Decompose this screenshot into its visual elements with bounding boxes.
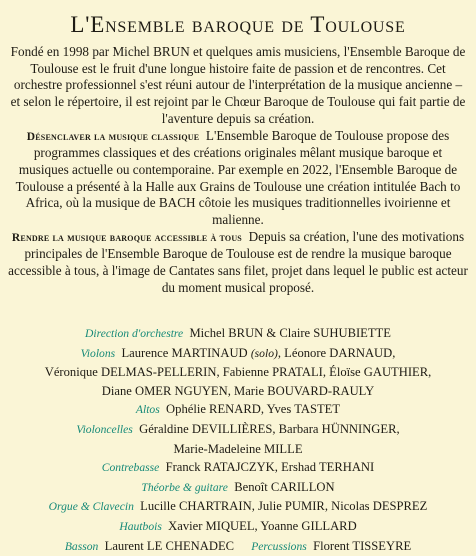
role-theorbe: Théorbe & guitare (141, 480, 228, 494)
names-violoncelles-1: Géraldine DEVILLIÈRES, Barbara HÜNNINGER, (139, 421, 400, 436)
violons-solo-note: (solo) (250, 346, 278, 360)
names-altos: Ophélie RENARD, Yves TASTET (166, 402, 341, 417)
role-violons: Violons (80, 346, 116, 360)
intro-paragraph-history: Fondé en 1998 par Michel BRUN et quelques amis musiciens, l'Ensemble Baroque de Toulouse est le fruit d'une longue histoire faite de passion et de rencontres. Cet orchestre professionnel s'est réuni autour de l'interprétation de la musique ancienne – et selon le répertoire, il est rejoint par le Chœur Baroque de Toulouse qui fait partie de l'aventure depuis sa création. (10, 44, 466, 126)
names-violoncelles-2: Marie-Madeleine MILLE (173, 441, 303, 456)
intro-paragraph-accessible (8, 229, 468, 297)
names-direction: Michel BRUN & Claire SUHUBIETTE (189, 326, 391, 340)
intro-paragraph-classical (8, 128, 468, 229)
role-violoncelles: Violoncelles (76, 422, 133, 436)
role-hautbois: Hautbois (119, 519, 162, 533)
credit-violons (0, 344, 476, 364)
section-heading-classical: Désenclaver la musique classique (26, 130, 200, 143)
credit-orgue (0, 497, 476, 517)
names-theorbe: Benoît CARILLON (234, 479, 335, 494)
names-violons-1a: Laurence MARTINAUD (121, 345, 248, 360)
credit-hautbois (0, 517, 476, 537)
names-violons-1b: , Léonore DARNAUD, (277, 345, 396, 360)
page (0, 8, 476, 553)
section-heading-accessible: Rendre la musique baroque accessible à tous (11, 231, 242, 244)
names-orgue: Lucille CHARTRAIN, Julie PUMIR, Nicolas DESPREZ (140, 499, 428, 514)
role-basson: Basson (64, 539, 99, 553)
musicians-list (0, 324, 476, 556)
intro-text (8, 44, 468, 297)
names-hautbois: Xavier MIQUEL, Yoanne GILLARD (168, 518, 357, 533)
credit-contrebasse (0, 458, 476, 478)
role-direction: Direction d'orchestre (85, 327, 184, 340)
credit-basson-percussions (0, 537, 476, 556)
role-altos: Altos (135, 403, 160, 417)
section-body-accessible: Depuis sa création, l'une des motivations principales de l'Ensemble Baroque de Toulouse est de rendre la musique baroque accessible à tous, à l'image de Cantates sans filet, projet dans lequel le public est acteur du moment musical proposé. (8, 228, 468, 295)
names-contrebasse: Franck RATAJCZYK, Ershad TERHANI (165, 460, 375, 475)
role-percussions: Percussions (251, 539, 307, 553)
credit-altos (0, 400, 476, 420)
role-contrebasse: Contrebasse (101, 461, 160, 475)
credit-direction (0, 324, 476, 344)
names-basson: Laurent LE CHENADEC (104, 538, 235, 553)
names-violons-2: Véronique DELMAS-PELLERIN, Fabienne PRATALI, Éloïse GAUTHIER, (44, 365, 432, 380)
names-violons-3: Diane OMER NGUYEN, Marie BOUVARD-RAULY (101, 383, 375, 398)
credit-violoncelles (0, 420, 476, 440)
names-percussions: Florent TISSEYRE (313, 538, 412, 553)
section-body-classical: L'Ensemble Baroque de Toulouse propose des programmes classiques et des créations originales mêlant musique baroque et musiques actuelle ou contemporaine. Par exemple en 2022, l'Ensemble Baroque de Toulouse a présenté à la Halle aux Grains de Toulouse une création intitulée Bach to Africa, où la musique de BACH côtoie les musiques traditionnelles ivoirienne et malienne. (15, 127, 461, 228)
page-title: L'Ensemble baroque de Toulouse (70, 12, 406, 37)
credit-theorbe (0, 478, 476, 498)
role-orgue: Orgue & Clavecin (48, 500, 134, 514)
